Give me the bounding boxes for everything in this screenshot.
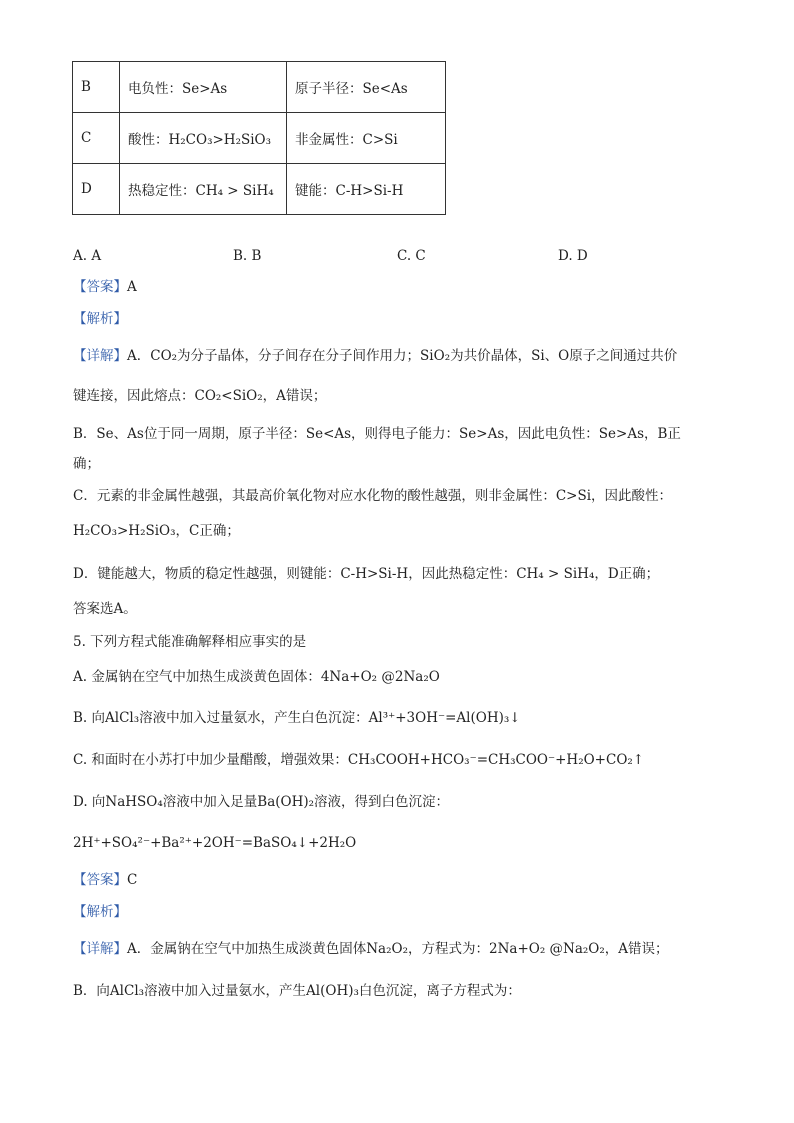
q4-detail-line: 答案选A。 [73,601,137,617]
row-letter: D [73,164,120,215]
choice-c: C. C [397,248,426,264]
answer-value: C [127,872,138,888]
q5-answer [73,871,137,889]
row-right: 非金属性：C>Si [287,113,446,164]
q4-answer [73,278,137,296]
q4-detail-line: 【详解】A．CO₂为分子晶体，分子间存在分子间作用力；SiO₂为共价晶体，Si、O原子之间通过共价 [73,348,678,364]
row-letter: B [73,62,120,113]
row-left-formula: CH₄ > SiH₄ [195,183,274,199]
table-row [73,113,446,164]
table-row [73,62,446,113]
row-right: 原子半径：Se<As [287,62,446,113]
q4-analysis-label: 【解析】 [73,311,127,327]
q5-analysis-label: 【解析】 [73,904,127,920]
q5-option-d-equation: 2H⁺+SO₄²⁻+Ba²⁺+2OH⁻=BaSO₄↓+2H₂O [73,835,357,851]
row-left [120,113,287,164]
q5-option-d: D. 向NaHSO₄溶液中加入足量Ba(OH)₂溶液，得到白色沉淀： [73,794,450,810]
row-left: 电负性：Se>As [120,62,287,113]
q4-detail-line: D．键能越大，物质的稳定性越强，则键能：C-H>Si-H，因此热稳定性：CH₄ > SiH₄，D正确； [73,566,660,582]
row-left-formula: H₂CO₃>H₂SiO₃ [168,132,272,148]
answer-label: 【答案】 [73,279,127,295]
choice-d: D. D [558,248,588,264]
answer-label: 【答案】 [73,872,127,888]
options-table [72,61,446,215]
answer-value: A [127,279,137,295]
detail-label: 【详解】 [73,348,127,364]
table-row [73,164,446,215]
q4-detail-line: 确； [73,456,100,472]
row-letter: C [73,113,120,164]
choice-b: B. B [233,248,262,264]
q4-detail-line: H₂CO₃>H₂SiO₃，C正确； [73,523,240,539]
row-left-prefix: 热稳定性： [128,183,196,199]
row-left [120,164,287,215]
q4-detail-line: C．元素的非金属性越强，其最高价氧化物对应水化物的酸性越强，则非金属性：C>Si，因此酸性： [73,488,673,504]
row-right: 键能：C-H>Si-H [287,164,446,215]
q5-stem: 5. 下列方程式能准确解释相应事实的是 [73,634,307,650]
row-left-prefix: 酸性： [128,132,169,148]
q5-option-a: A. 金属钠在空气中加热生成淡黄色固体：4Na+O₂ @2Na₂O [73,669,440,685]
q4-choices [73,248,673,266]
q4-detail-line: B．Se、As位于同一周期，原子半径：Se<As，则得电子能力：Se>As，因此电负性：Se>As，B正 [73,426,681,442]
q5-option-b: B. 向AlCl₃溶液中加入过量氨水，产生白色沉淀：Al³⁺+3OH⁻=Al(OH)₃↓ [73,710,521,726]
choice-a: A. A [73,248,102,264]
q5-detail-line: 【详解】A．金属钠在空气中加热生成淡黄色固体Na₂O₂，方程式为：2Na+O₂ @Na₂O₂，A错误； [73,941,669,957]
q5-option-c: C. 和面时在小苏打中加少量醋酸，增强效果：CH₃COOH+HCO₃⁻=CH₃COO⁻+H₂O+CO₂↑ [73,752,645,768]
q5-detail-line: B．向AlCl₃溶液中加入过量氨水，产生Al(OH)₃白色沉淀，离子方程式为： [73,983,521,999]
q4-detail-line: 键连接，因此熔点：CO₂<SiO₂，A错误； [73,388,327,404]
detail-label: 【详解】 [73,941,127,957]
